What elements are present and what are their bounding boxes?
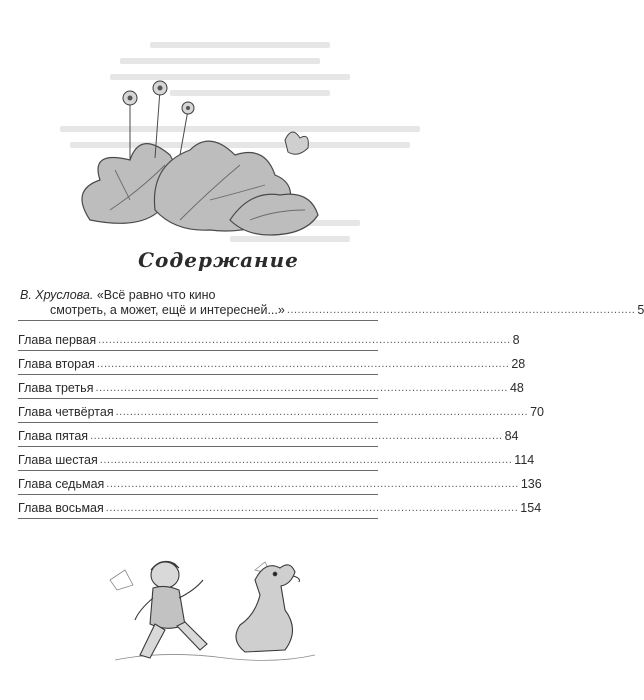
- chapter-page-number: 8: [512, 333, 520, 347]
- dot-leader: ....................................................................................................................: [98, 334, 511, 346]
- toc-entry-chapter[interactable]: [18, 477, 542, 495]
- dot-leader: ....................................................................................................................: [99, 454, 513, 466]
- toc-entry-chapter[interactable]: [18, 333, 520, 351]
- dot-leader: ....................................................................................................................: [90, 430, 503, 442]
- toc-entry-chapter[interactable]: [18, 405, 545, 423]
- chapter-label: Глава седьмая: [18, 477, 105, 491]
- dot-leader: ....................................................................................................................: [96, 358, 510, 370]
- dot-leader: ....................................................................................................................: [115, 406, 529, 418]
- dot-leader: ....................................................................................................................: [106, 478, 519, 490]
- intro-author: В. Хруслова.: [20, 288, 94, 302]
- toc-entry-chapter[interactable]: [18, 381, 524, 399]
- dot-leader: ....................................................................................................................: [105, 502, 519, 514]
- boy-and-dog-illustration: [105, 540, 320, 675]
- chapter-page-number: 70: [530, 405, 545, 419]
- toc-entry-chapter[interactable]: [18, 429, 519, 447]
- contents-title: Содержание: [138, 248, 299, 272]
- intro-leader-row: [18, 303, 644, 321]
- chapter-label: Глава пятая: [18, 429, 89, 443]
- table-of-contents: [18, 287, 644, 519]
- toc-entry-chapter[interactable]: [18, 357, 526, 375]
- toc-entry-chapter[interactable]: [18, 501, 542, 519]
- chapter-label: Глава первая: [18, 333, 97, 347]
- dot-leader: ..................................................................................................: [286, 304, 636, 316]
- intro-title-line1: «Всё равно что кино: [96, 288, 216, 302]
- chapter-label: Глава третья: [18, 381, 94, 395]
- chapter-label: Глава шестая: [18, 453, 98, 467]
- toc-entry-intro[interactable]: [18, 287, 644, 321]
- toc-entry-chapter[interactable]: [18, 453, 535, 471]
- chapter-label: Глава четвёртая: [18, 405, 114, 419]
- dot-leader: ....................................................................................................................: [95, 382, 508, 394]
- chapter-page-number: 154: [520, 501, 542, 515]
- leaves-flowers-illustration: [60, 70, 330, 250]
- chapter-page-number: 84: [504, 429, 519, 443]
- chapter-page-number: 136: [520, 477, 542, 491]
- intro-title-line2: смотреть, а может, ещё и интересней...»: [50, 303, 285, 317]
- chapter-label: Глава вторая: [18, 357, 95, 371]
- intro-page-number: 5: [637, 303, 644, 317]
- chapter-label: Глава восьмая: [18, 501, 104, 515]
- chapter-page-number: 28: [511, 357, 526, 371]
- chapter-page-number: 48: [509, 381, 524, 395]
- chapter-page-number: 114: [514, 453, 535, 467]
